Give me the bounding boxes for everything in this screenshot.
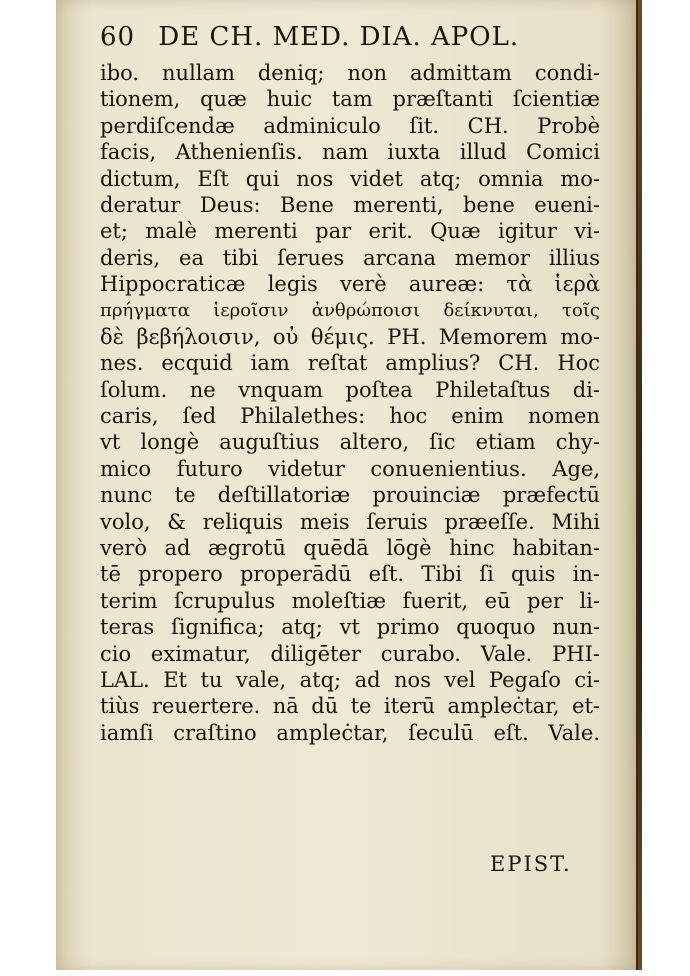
text-line: iamſi craſtino ampleċtar, ſeculū eſt. Vale.	[100, 720, 600, 745]
page-number: 60	[100, 22, 136, 52]
text-line: volo, & reliquis meis ſeruis præeſſe. Mihi	[100, 509, 600, 534]
text-line: dictum, Eſt qui nos videt atq; omnia mo-	[100, 166, 600, 191]
text-line: deratur Deus: Bene merenti, bene eueni-	[100, 192, 600, 217]
text-line: et; malè merenti par erit. Quæ igitur vi-	[100, 219, 600, 244]
text-line: facis, Athenienſis. nam iuxta illud Comici	[100, 140, 600, 165]
text-line: Hippocraticæ legis verè aureæ: τὰ ἱερὰ	[100, 272, 600, 297]
text-line: deris, ea tibi ſerues arcana memor illius	[100, 245, 600, 270]
running-head	[100, 22, 560, 56]
text-line: tionem, quæ huic tam præſtanti ſcientiæ	[100, 87, 600, 112]
text-line: caris, ſed Philalethes: hoc enim nomen	[100, 404, 600, 429]
greek-text-line: πρήγματα ἱεροῖσιν ἀνθρώποισι δείκνυται, τοῖς	[100, 299, 600, 321]
text-line: mico futuro videtur conuenientius. Age,	[100, 456, 600, 481]
text-line: teras ſignifica; atq; vt primo quoquo nun-	[100, 615, 600, 640]
text-line: vt longè auguſtius altero, ſic etiam chy-	[100, 430, 600, 455]
text-line: terim ſcrupulus moleſtiæ fuerit, eū per li-	[100, 588, 600, 613]
text-line: nes. ecquid iam reſtat amplius? CH. Hoc	[100, 351, 600, 376]
text-line: ibo. nullam deniq; non admittam condi-	[100, 61, 600, 85]
body-text	[100, 60, 600, 746]
text-line: tiùs reuertere. nā dū te iterū ampleċtar, et-	[100, 694, 600, 719]
text-line: δὲ βεβήλοισιν, οὐ θέμις. PH. Memorem mo-	[100, 324, 600, 349]
page-edge	[638, 0, 642, 970]
text-line: perdiſcendæ adminiculo ſit. CH. Probè	[100, 113, 600, 138]
running-title: DE CH. MED. DIA. APOL.	[158, 22, 520, 52]
catchword: EPIST.	[490, 852, 572, 876]
text-line: verò ad ægrotū quēdā lōgè hinc habitan-	[100, 536, 600, 561]
text-line: cio eximatur, diligēter curabo. Vale. PHI-	[100, 641, 600, 666]
text-line: ſolum. ne vnquam poſtea Philetaſtus di-	[100, 377, 600, 402]
text-line: nunc te deſtillatoriæ prouinciæ præfectū	[100, 483, 600, 508]
text-line: LAL. Et tu vale, atq; ad nos vel Pegaſo ci-	[100, 667, 600, 692]
text-line: tē propero properādū eſt. Tibi ſi quis in-	[100, 562, 600, 587]
